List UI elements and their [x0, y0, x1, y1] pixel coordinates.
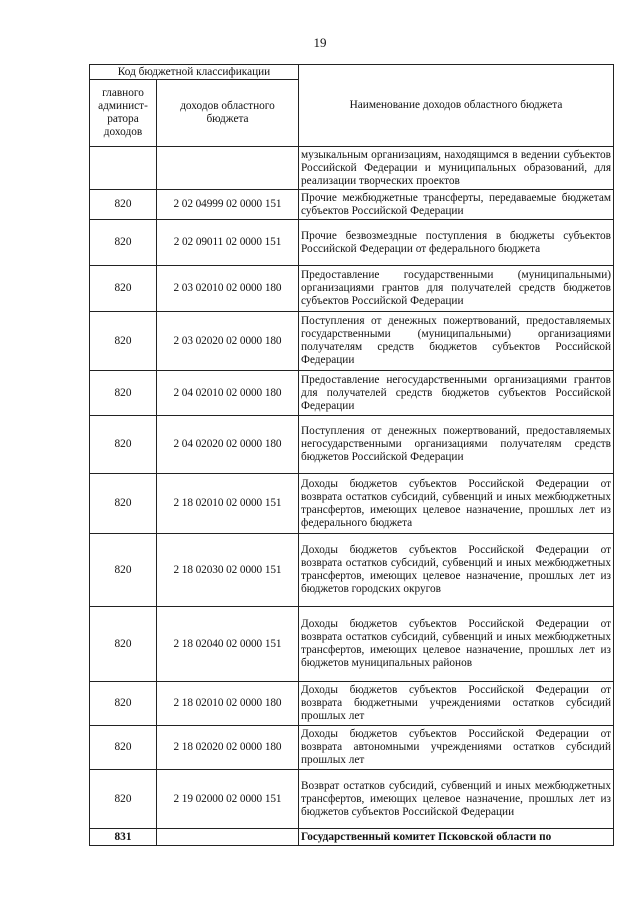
header-row-group	[90, 65, 614, 80]
cell-admin: 820	[90, 190, 157, 220]
table-row	[90, 534, 614, 607]
cell-admin: 820	[90, 416, 157, 474]
budget-classification-table	[89, 64, 614, 846]
page-number: 19	[313, 35, 327, 50]
cell-admin: 820	[90, 312, 157, 371]
cell-admin: 820	[90, 607, 157, 682]
table-row	[90, 474, 614, 534]
cell-admin: 820	[90, 266, 157, 312]
cell-admin: 820	[90, 726, 157, 770]
cell-name: Государственный комитет Псковской области по	[299, 829, 614, 846]
cell-name: Поступления от денежных пожертвований, предоставляемых негосударственными организациями получателям средств бюджетов Российской Федерации	[299, 416, 614, 474]
header-revenue-name: Наименование доходов областного бюджета	[299, 65, 614, 147]
cell-admin	[90, 147, 157, 190]
cell-name: Предоставление государственными (муниципальными) организациями грантов для получателей средств бюджетов субъектов Российской Федерации	[299, 266, 614, 312]
table-header	[90, 65, 614, 147]
table-row	[90, 416, 614, 474]
cell-name: Доходы бюджетов субъектов Российской Федерации от возврата автономными учреждениями остатков субсидий прошлых лет	[299, 726, 614, 770]
table-row	[90, 607, 614, 682]
cell-admin: 831	[90, 829, 157, 846]
cell-name: Доходы бюджетов субъектов Российской Федерации от возврата остатков субсидий, субвенций и иных межбюджетных трансфертов, имеющих целевое назначение, прошлых лет из бюджетов городских округов	[299, 534, 614, 607]
cell-code: 2 04 02020 02 0000 180	[157, 416, 299, 474]
cell-admin: 820	[90, 534, 157, 607]
cell-code: 2 03 02020 02 0000 180	[157, 312, 299, 371]
cell-admin: 820	[90, 371, 157, 416]
cell-code: 2 19 02000 02 0000 151	[157, 770, 299, 829]
table-row	[90, 312, 614, 371]
cell-admin: 820	[90, 474, 157, 534]
cell-code: 2 18 02010 02 0000 151	[157, 474, 299, 534]
table-row	[90, 726, 614, 770]
cell-name: Прочие межбюджетные трансферты, передаваемые бюджетам субъектов Российской Федерации	[299, 190, 614, 220]
cell-code: 2 02 09011 02 0000 151	[157, 220, 299, 266]
cell-code: 2 18 02040 02 0000 151	[157, 607, 299, 682]
cell-code: 2 18 02030 02 0000 151	[157, 534, 299, 607]
header-chief-administrator: главного админист-ратора доходов	[90, 80, 157, 147]
cell-code	[157, 829, 299, 846]
table-row	[90, 147, 614, 190]
cell-admin: 820	[90, 220, 157, 266]
header-budget-classification-code: Код бюджетной классификации	[90, 65, 299, 80]
table-row	[90, 220, 614, 266]
cell-code: 2 18 02020 02 0000 180	[157, 726, 299, 770]
table-row	[90, 371, 614, 416]
cell-code: 2 02 04999 02 0000 151	[157, 190, 299, 220]
cell-name: Доходы бюджетов субъектов Российской Федерации от возврата остатков субсидий, субвенций и иных межбюджетных трансфертов, имеющих целевое назначение, прошлых лет из федерального бюджета	[299, 474, 614, 534]
cell-name: Прочие безвозмездные поступления в бюджеты субъектов Российской Федерации от федерального бюджета	[299, 220, 614, 266]
table-row	[90, 682, 614, 726]
cell-admin: 820	[90, 770, 157, 829]
table-body	[90, 147, 614, 846]
table-row	[90, 190, 614, 220]
table-row	[90, 266, 614, 312]
cell-name: Предоставление негосударственными организациями грантов для получателей средств бюджетов субъектов Российской Федерации	[299, 371, 614, 416]
cell-name: Возврат остатков субсидий, субвенций и иных межбюджетных трансфертов, имеющих целевое назначение, прошлых лет из бюджетов субъектов Российской Федерации	[299, 770, 614, 829]
table-row	[90, 829, 614, 846]
cell-name: музыкальным организациям, находящимся в ведении субъектов Российской Федерации и муниципальных образований, для реализации творческих проектов	[299, 147, 614, 190]
cell-code: 2 18 02010 02 0000 180	[157, 682, 299, 726]
table-row	[90, 770, 614, 829]
cell-name: Доходы бюджетов субъектов Российской Федерации от возврата бюджетными учреждениями остатков субсидий прошлых лет	[299, 682, 614, 726]
cell-admin: 820	[90, 682, 157, 726]
header-revenue-code: доходов областного бюджета	[157, 80, 299, 147]
cell-code	[157, 147, 299, 190]
cell-code: 2 03 02010 02 0000 180	[157, 266, 299, 312]
cell-code: 2 04 02010 02 0000 180	[157, 371, 299, 416]
cell-name: Поступления от денежных пожертвований, предоставляемых государственными (муниципальными) организациями получателям средств бюджетов субъектов Российской Федерации	[299, 312, 614, 371]
cell-name: Доходы бюджетов субъектов Российской Федерации от возврата остатков субсидий, субвенций и иных межбюджетных трансфертов, имеющих целевое назначение, прошлых лет из бюджетов муниципальных районов	[299, 607, 614, 682]
